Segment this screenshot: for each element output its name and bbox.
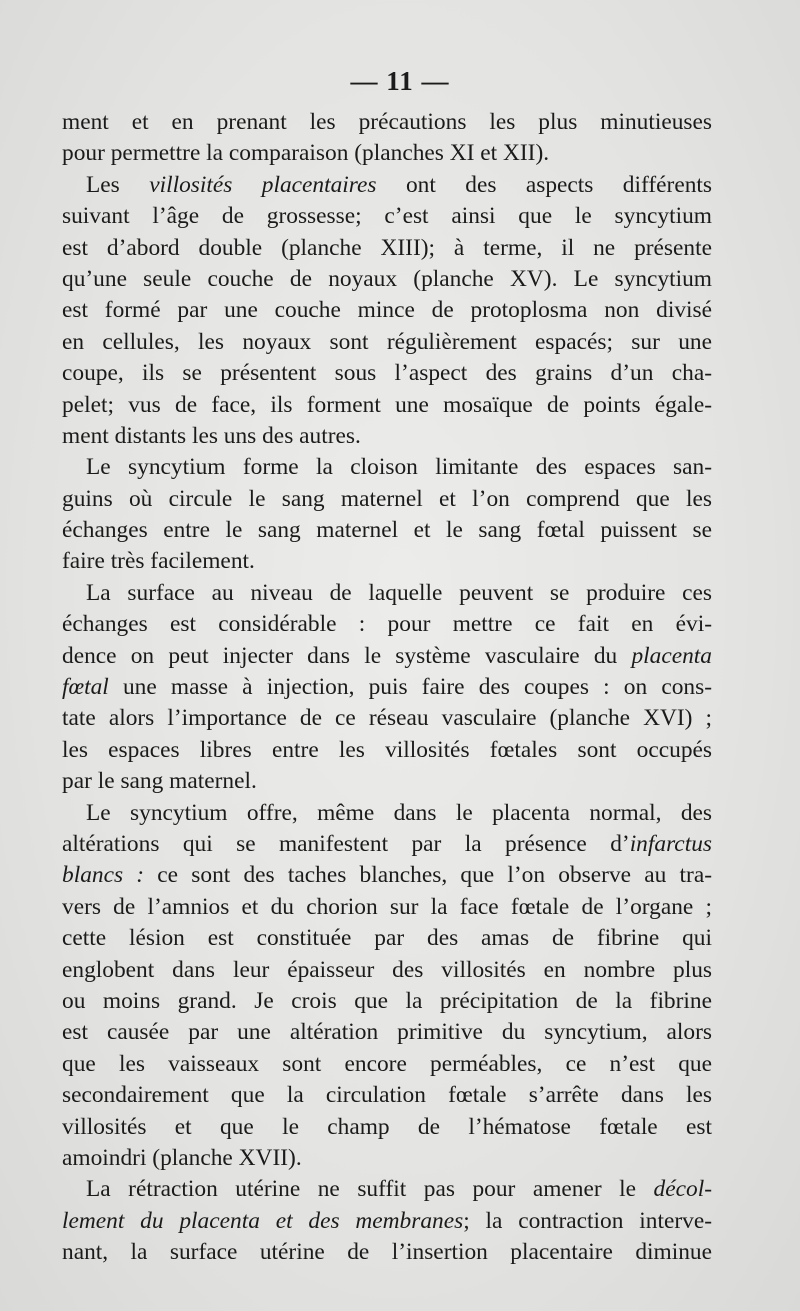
text-segment: pelet; vus de face, ils forment une mosaïque de points égale- [62, 391, 712, 418]
italic-text: placenta [631, 642, 712, 669]
text-segment: vers de l’amnios et du chorion sur la face fœtale de l’organe ; [62, 893, 712, 920]
italic-text: villosités placentaires [149, 171, 377, 198]
text-segment: ment distants les uns des autres. [62, 422, 361, 449]
text-segment: ; la contraction interve- [463, 1207, 712, 1234]
text-line [62, 923, 712, 954]
text-line [62, 107, 712, 138]
text-segment: ont des aspects différents [376, 171, 712, 198]
text-line [62, 798, 712, 829]
text-line [62, 766, 712, 797]
text-line [62, 829, 712, 860]
text-segment: les espaces libres entre les villosités fœtales sont occupés [62, 736, 712, 763]
text-segment: suivant l’âge de grossesse; c’est ainsi que le syncytium [62, 203, 712, 230]
text-segment: ou moins grand. Je crois que la précipitation de la fibrine [62, 987, 712, 1014]
text-segment: que les vaisseaux sont encore perméables, ce n’est que [62, 1050, 712, 1077]
text-segment: pour permettre la comparaison (planches XI et XII). [62, 140, 550, 167]
text-line [62, 672, 712, 703]
text-segment: par le sang maternel. [62, 768, 257, 795]
body-text [62, 107, 712, 1268]
text-segment: en cellules, les noyaux sont régulièrement espacés; sur une [62, 328, 712, 355]
text-segment: ment et en prenant les précautions les plus minutieuses [62, 109, 712, 135]
text-line [62, 452, 712, 483]
text-line [62, 327, 712, 358]
text-line [62, 421, 712, 452]
text-line [62, 358, 712, 389]
text-segment: échanges est considérable : pour mettre ce fait en évi- [62, 611, 712, 638]
italic-text: infarctus [629, 830, 712, 857]
text-segment: nant, la surface utérine de l’insertion placentaire diminue [62, 1239, 712, 1266]
text-segment: échanges entre le sang maternel et le sang fœtal puissent se [62, 517, 712, 544]
text-segment: est formé par une couche mince de protoplosma non divisé [62, 297, 712, 324]
text-line [62, 546, 712, 577]
text-line [62, 578, 712, 609]
text-line [62, 735, 712, 766]
text-segment: Le syncytium forme la cloison limitante des espaces san- [86, 454, 712, 481]
text-line [62, 264, 712, 295]
text-segment: cette lésion est constituée par des amas de fibrine qui [62, 925, 712, 952]
text-line [62, 1143, 712, 1174]
text-segment: est d’abord double (planche XIII); à terme, il ne présente [62, 234, 712, 261]
italic-text: décol- [653, 1176, 712, 1203]
italic-text: fœtal [62, 674, 109, 701]
text-segment: qu’une seule couche de noyaux (planche XV). Le syncytium [62, 265, 712, 292]
text-line [62, 641, 712, 672]
text-segment: une masse à injection, puis faire des coupes : on cons- [108, 674, 712, 701]
text-segment: ce sont des taches blanches, que l’on observe au tra- [144, 862, 712, 889]
text-segment: dence on peut injecter dans le système vasculaire du [62, 642, 632, 669]
text-line [62, 1112, 712, 1143]
text-line [62, 609, 712, 640]
text-segment: guins où circule le sang maternel et l’on comprend que les [62, 485, 712, 512]
text-segment: Le syncytium offre, même dans le placenta normal, des [86, 799, 712, 826]
text-segment: Les [86, 171, 150, 198]
text-segment: tate alors l’importance de ce réseau vasculaire (planche XVI) ; [62, 705, 712, 732]
text-line [62, 892, 712, 923]
text-line [62, 955, 712, 986]
text-line [62, 1080, 712, 1111]
text-line [62, 295, 712, 326]
text-line [62, 201, 712, 232]
text-segment: coupe, ils se présentent sous l’aspect des grains d’un cha- [62, 360, 712, 387]
text-segment: altérations qui se manifestent par la présence d’ [62, 830, 630, 857]
italic-text: lement du placenta et des membranes [62, 1207, 464, 1234]
text-segment: La surface au niveau de laquelle peuvent se produire ces [86, 579, 712, 606]
text-line [62, 1049, 712, 1080]
text-segment: englobent dans leur épaisseur des villosités en nombre plus [62, 956, 712, 983]
text-segment: La rétraction utérine ne suffit pas pour amener le [86, 1176, 654, 1203]
text-line [62, 1237, 712, 1268]
italic-text: blancs : [62, 862, 145, 889]
page-number: — 11 — [350, 66, 450, 96]
text-line [62, 390, 712, 421]
text-segment: faire très facilement. [62, 548, 255, 575]
text-line [62, 233, 712, 264]
text-segment: villosités et que le champ de l’hématose fœtale est [62, 1113, 712, 1140]
text-line [62, 1206, 712, 1237]
text-line [62, 1174, 712, 1205]
text-line [62, 484, 712, 515]
text-line [62, 860, 712, 891]
text-line [62, 515, 712, 546]
text-segment: amoindri (planche XVII). [62, 1144, 302, 1171]
text-line [62, 986, 712, 1017]
text-line [62, 170, 712, 201]
text-segment: secondairement que la circulation fœtale s’arrête dans les [62, 1082, 712, 1109]
text-line [62, 1017, 712, 1048]
text-segment: est causée par une altération primitive du syncytium, alors [62, 1019, 712, 1046]
text-line [62, 703, 712, 734]
text-line [62, 138, 712, 169]
